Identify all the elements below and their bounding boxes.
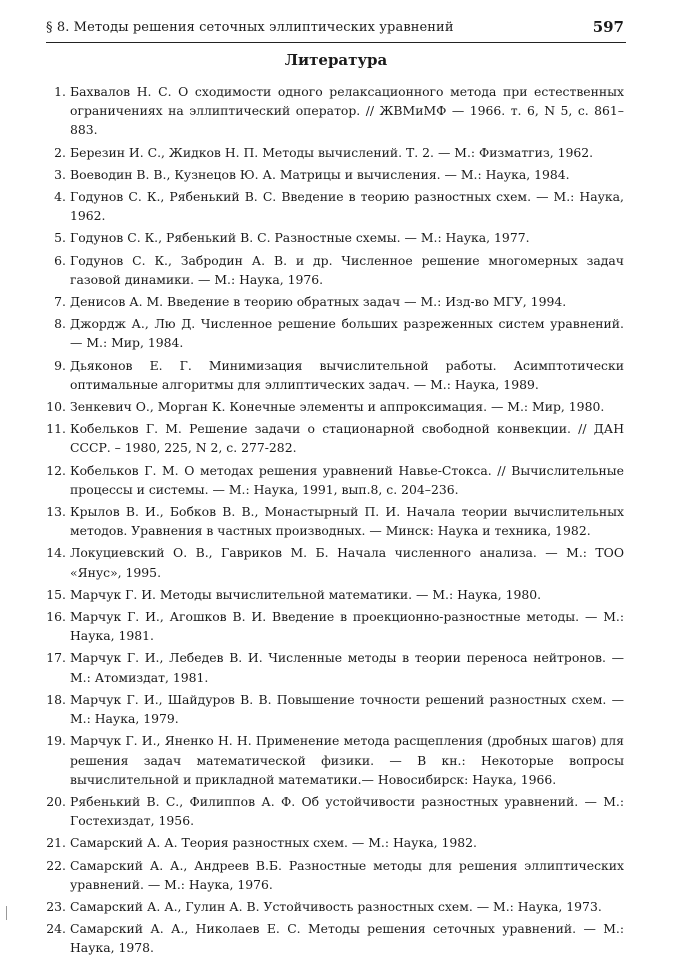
reference-item (46, 397, 624, 416)
reference-number: 18. (46, 691, 66, 707)
reference-text: Годунов С. К., Рябенький В. С. Разностные схемы. — М.: Наука, 1977. (70, 230, 530, 246)
reference-number: 10. (46, 399, 66, 415)
reference-item (46, 585, 624, 604)
reference-item (46, 165, 624, 184)
reference-item (46, 731, 624, 789)
reference-text: Марчук Г. И. Методы вычислительной математики. — М.: Наука, 1980. (70, 586, 542, 602)
reference-text: Годунов С. К., Рябенький В. С. Введение в теорию разностных схем. — М.: Наука, 1962. (70, 189, 624, 224)
reference-item (46, 648, 624, 686)
reference-number: 12. (46, 462, 66, 478)
page-header (46, 18, 626, 43)
reference-text: Воеводин В. В., Кузнецов Ю. А. Матрицы и вычисления. — М.: Наука, 1984. (70, 166, 570, 182)
reference-item (46, 502, 624, 540)
reference-item (46, 543, 624, 581)
reference-number: 5. (54, 230, 66, 246)
reference-item (46, 187, 624, 225)
reference-number: 7. (54, 294, 66, 310)
reference-item (46, 690, 624, 728)
reference-text: Самарский А. А., Андреев В.Б. Разностные методы для решения эллиптических уравнений. — М.: Наука, 1976. (70, 857, 624, 892)
reference-number: 15. (46, 586, 66, 602)
reference-number: 11. (46, 421, 66, 437)
reference-number: 16. (46, 609, 66, 625)
reference-item (46, 897, 624, 916)
reference-number: 9. (54, 357, 66, 373)
reference-list (46, 82, 624, 961)
reference-item (46, 833, 624, 852)
reference-item (46, 82, 624, 140)
running-head: § 8. Методы решения сеточных эллиптических уравнений (46, 20, 454, 35)
reference-number: 21. (46, 835, 66, 851)
reference-text: Марчук Г. И., Яненко Н. Н. Применение метода расщепления (дробных шагов) для решения задач математической физики. — В кн.: Некоторые вопросы вычислительной и прикладной математики.— Новосибирск: Наука, 1966. (70, 733, 624, 787)
reference-text: Годунов С. К., Забродин А. В. и др. Численное решение многомерных задач газовой динамики. — М.: Наука, 1976. (70, 252, 624, 287)
reference-item (46, 419, 624, 457)
reference-item (46, 461, 624, 499)
reference-text: Кобельков Г. М. Решение задачи о стационарной свободной конвекции. // ДАН СССР. – 1980, 225, N 2, с. 277-282. (70, 421, 624, 456)
section-title: Литература (284, 51, 388, 69)
reference-number: 6. (54, 252, 66, 268)
reference-item (46, 856, 624, 894)
reference-number: 14. (46, 545, 66, 561)
reference-number: 24. (46, 921, 66, 937)
reference-item (46, 251, 624, 289)
reference-number: 4. (54, 189, 66, 205)
reference-number: 8. (54, 316, 66, 332)
reference-number: 13. (46, 504, 66, 520)
reference-number: 22. (46, 857, 66, 873)
margin-mark (6, 906, 7, 920)
reference-item (46, 356, 624, 394)
reference-text: Березин И. С., Жидков Н. П. Методы вычислений. Т. 2. — М.: Физматгиз, 1962. (70, 144, 594, 160)
reference-text: Джордж А., Лю Д. Численное решение больших разреженных систем уравнений. — М.: Мир, 1984. (70, 316, 624, 351)
reference-number: 1. (54, 84, 66, 99)
reference-text: Крылов В. И., Бобков В. В., Монастырный П. И. Начала теории вычислительных методов. Уравнения в частных производных. — Минск: Наука и техника, 1982. (70, 504, 624, 539)
reference-text: Самарский А. А., Николаев Е. С. Методы решения сеточных уравнений. — М.: Наука, 1978. (70, 921, 624, 956)
reference-item (46, 792, 624, 830)
reference-number: 3. (54, 166, 66, 182)
reference-item (46, 314, 624, 352)
reference-text: Локуциевский О. В., Гавриков М. Б. Начала численного анализа. — М.: ТОО «Янус», 1995. (70, 545, 624, 580)
reference-text: Кобельков Г. М. О методах решения уравнений Навье-Стокса. // Вычислительные процессы и системы. — М.: Наука, 1991, вып.8, с. 204–236. (70, 462, 624, 497)
reference-number: 20. (46, 793, 66, 809)
reference-text: Марчук Г. И., Лебедев В. И. Численные методы в теории переноса нейтронов. — М.: Атомиздат, 1981. (70, 650, 624, 685)
reference-item (46, 292, 624, 311)
reference-text: Бахвалов Н. С. О сходимости одного релаксационного метода при естественных ограничениях на эллиптический оператор. // ЖВМиМФ — 1966. т. 6, N 5, с. 861–883. (70, 84, 624, 138)
reference-number: 2. (54, 144, 66, 160)
reference-number: 19. (46, 733, 66, 749)
reference-item (46, 607, 624, 645)
reference-item (46, 228, 624, 247)
reference-text: Рябенький В. С., Филиппов А. Ф. Об устойчивости разностных уравнений. — М.: Гостехиздат, 1956. (70, 793, 624, 829)
reference-item (46, 143, 624, 162)
reference-number: 17. (46, 650, 66, 666)
page-number: 597 (592, 18, 624, 36)
reference-text: Марчук Г. И., Агошков В. И. Введение в проекционно-разностные методы. — М.: Наука, 1981. (70, 609, 624, 644)
reference-text: Самарский А. А., Гулин А. В. Устойчивость разностных схем. — М.: Наука, 1973. (70, 898, 602, 914)
reference-text: Марчук Г. И., Шайдуров В. В. Повышение точности решений разностных схем. — М.: Наука, 1979. (70, 691, 624, 727)
reference-text: Дьяконов Е. Г. Минимизация вычислительной работы. Асимптотически оптимальные алгоритмы для эллиптических задач. — М.: Наука, 1989. (70, 357, 624, 392)
reference-text: Денисов А. М. Введение в теорию обратных задач — М.: Изд-во МГУ, 1994. (70, 294, 567, 310)
reference-text: Зенкевич О., Морган К. Конечные элементы и аппроксимация. — М.: Мир, 1980. (70, 399, 605, 415)
reference-number: 23. (46, 898, 66, 914)
reference-text: Самарский А. А. Теория разностных схем. — М.: Наука, 1982. (70, 835, 477, 851)
